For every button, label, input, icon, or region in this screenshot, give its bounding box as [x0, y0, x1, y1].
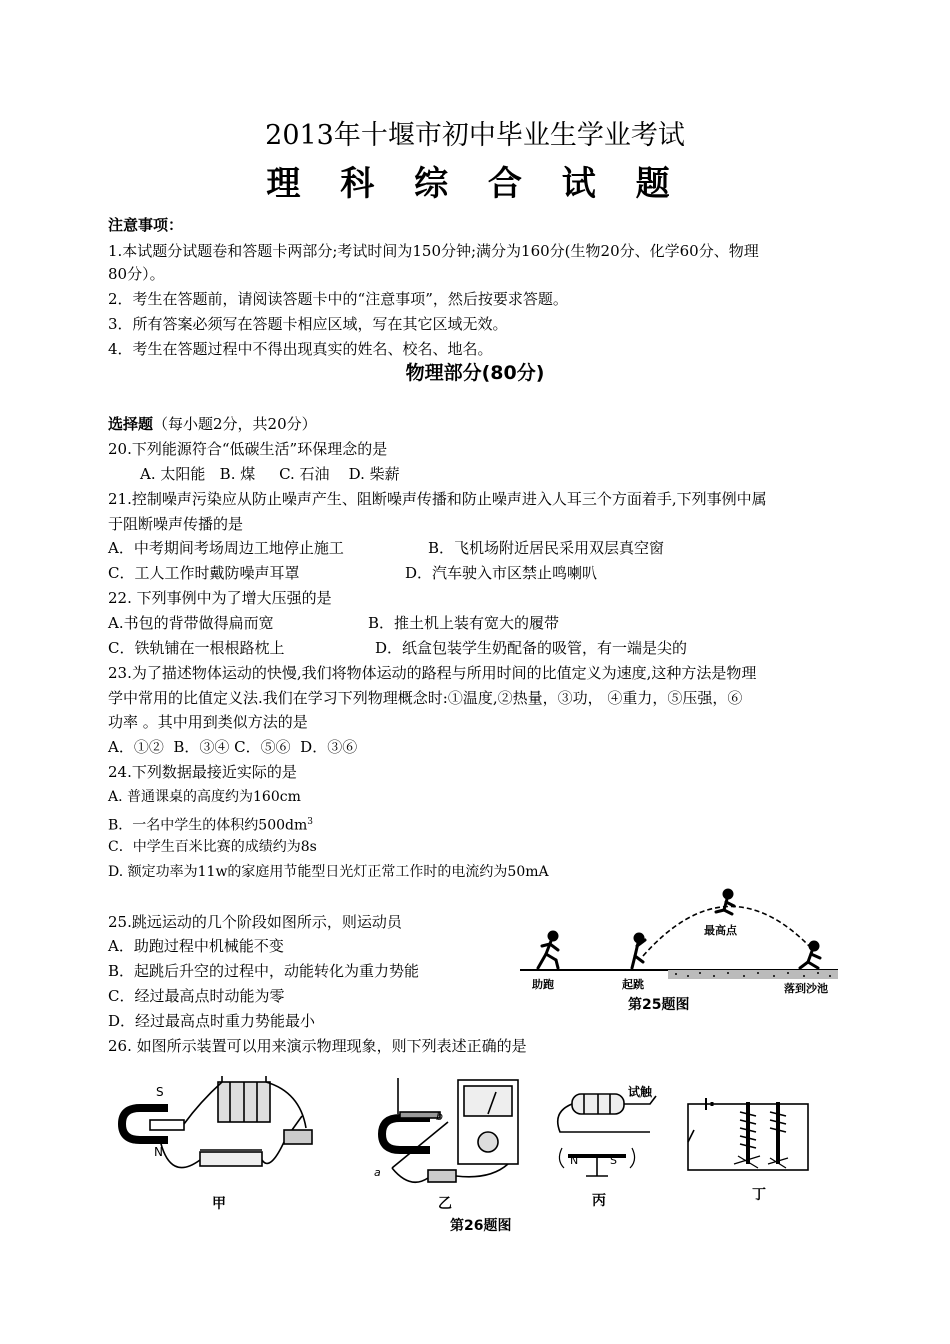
q24-option-c: C．中学生百米比赛的成绩约为8s: [108, 839, 317, 855]
label-compass-s: S: [610, 1154, 617, 1167]
figure-26-caption: 第26题图: [450, 1218, 512, 1234]
exam-subtitle: 理 科 综 合 试 题: [266, 164, 684, 204]
q21-option-a: A．中考期间考场周边工地停止施工: [108, 539, 344, 557]
note-item-3: 3．所有答案必须写在答题卡相应区域，写在其它区域无效。: [108, 315, 508, 333]
q23-options: A．①② B．③④ C．⑤⑥ D．③⑥: [108, 738, 358, 756]
choice-note: （每小题2分，共20分）: [153, 415, 317, 433]
runner-figure: [538, 932, 558, 968]
q26-stem: 26. 如图所示装置可以用来演示物理现象，则下列表述正确的是: [108, 1037, 527, 1055]
q24-option-d: D. 额定功率为11w的家庭用节能型日光灯正常工作时的电流约为50mA: [108, 864, 549, 880]
q24-option-b-text: B．一名中学生的体积约500dm: [108, 817, 308, 834]
q24-option-b: [108, 812, 313, 836]
label-run-up: 助跑: [532, 978, 554, 991]
label-takeoff: 起跳: [622, 978, 644, 991]
q23-stem-3: 功率 。其中用到类似方法的是: [108, 713, 308, 731]
figure-26-label-yi: 乙: [438, 1196, 452, 1212]
q24-option-b-sup: 3: [307, 817, 313, 827]
figure-26-apparatus: [110, 1072, 830, 1202]
q21-option-d: D．汽车驶入市区禁止鸣喇叭: [405, 564, 598, 582]
panel-yi-apparatus: [382, 1078, 518, 1182]
label-compass-n: N: [570, 1154, 579, 1167]
figure-26-label-jia: 甲: [212, 1196, 226, 1212]
q21-stem-1: 21.控制噪声污染应从防止噪声产生、阻断噪声传播和防止噪声进入人耳三个方面着手,下列事例中属: [108, 490, 767, 508]
q21-stem-2: 于阻断噪声传播的是: [108, 515, 244, 533]
figure-26-label-bing: 丙: [592, 1193, 606, 1209]
q24-stem: 24.下列数据最接近实际的是: [108, 763, 297, 781]
q25-option-d: D．经过最高点时重力势能最小: [108, 1012, 316, 1030]
note-item-2: 2．考生在答题前，请阅读答题卡中的“注意事项”，然后按要求答题。: [108, 290, 568, 308]
panel-jia-apparatus: [122, 1076, 312, 1168]
note-item-4: 4．考生在答题过程中不得出现真实的姓名、校名、地名。: [108, 340, 493, 358]
label-landing: 落到沙池: [784, 982, 828, 995]
q22-option-c: C．铁轨铺在一根根路枕上: [108, 639, 285, 657]
label-b: b: [436, 1110, 443, 1123]
section-title: 物理部分(80分): [405, 362, 545, 384]
choice-label: 选择题: [108, 415, 154, 433]
figure-26-label-ding: 丁: [752, 1187, 766, 1203]
landing-figure: [800, 942, 820, 968]
q20-stem: 20.下列能源符合“低碳生活”环保理念的是: [108, 440, 388, 458]
sand-pit: [668, 970, 838, 979]
q25-option-a: A．助跑过程中机械能不变: [108, 937, 284, 955]
q25-stem: 25.跳远运动的几个阶段如图所示，则运动员: [108, 913, 402, 931]
label-n-pole: N: [154, 1145, 163, 1159]
q25-option-b: B．起跳后升空的过程中，动能转化为重力势能: [108, 962, 420, 980]
q22-option-a: A.书包的背带做得扁而宽: [108, 614, 274, 632]
q22-option-d: D．纸盒包装学生奶配备的吸管，有一端是尖的: [375, 639, 688, 657]
q22-stem: 22. 下列事例中为了增大压强的是: [108, 589, 332, 607]
q20-options: A. 太阳能 B. 煤 C. 石油 D. 柴薪: [140, 465, 400, 483]
q25-option-c: C．经过最高点时动能为零: [108, 987, 285, 1005]
exam-title: 2013年十堰市初中毕业生学业考试: [265, 120, 685, 151]
notes-heading: 注意事项：: [108, 216, 184, 234]
choice-header: [108, 414, 317, 434]
panel-ding-apparatus: [688, 1098, 808, 1170]
q21-option-c: C．工人工作时戴防噪声耳罩: [108, 564, 300, 582]
q21-option-b: B．飞机场附近居民采用双层真空窗: [428, 539, 665, 557]
q23-stem-1: 23.为了描述物体运动的快慢,我们将物体运动的路程与所用时间的比值定义为速度,这种方法是物理: [108, 664, 757, 682]
takeoff-figure: [632, 934, 645, 968]
q23-stem-2: 学中常用的比值定义法.我们在学习下列物理概念时:①温度,②热量，③功， ④重力，⑤压强，⑥: [108, 689, 743, 707]
peak-figure: [716, 890, 734, 914]
figure-25-caption: 第25题图: [628, 997, 690, 1013]
note-item-1-cont: 80分）。: [108, 265, 165, 283]
q22-option-b: B．推土机上装有宽大的履带: [368, 614, 560, 632]
label-a: a: [374, 1166, 381, 1179]
q24-option-a: A. 普通课桌的高度约为160cm: [108, 789, 301, 805]
note-item-1: 1.本试题分试题卷和答题卡两部分;考试时间为150分钟;满分为160分(生物20分、化学60分、物理: [108, 242, 759, 260]
label-s-pole: S: [156, 1085, 164, 1099]
label-touch: 试触: [628, 1085, 653, 1099]
label-highest-point: 最高点: [704, 924, 737, 937]
